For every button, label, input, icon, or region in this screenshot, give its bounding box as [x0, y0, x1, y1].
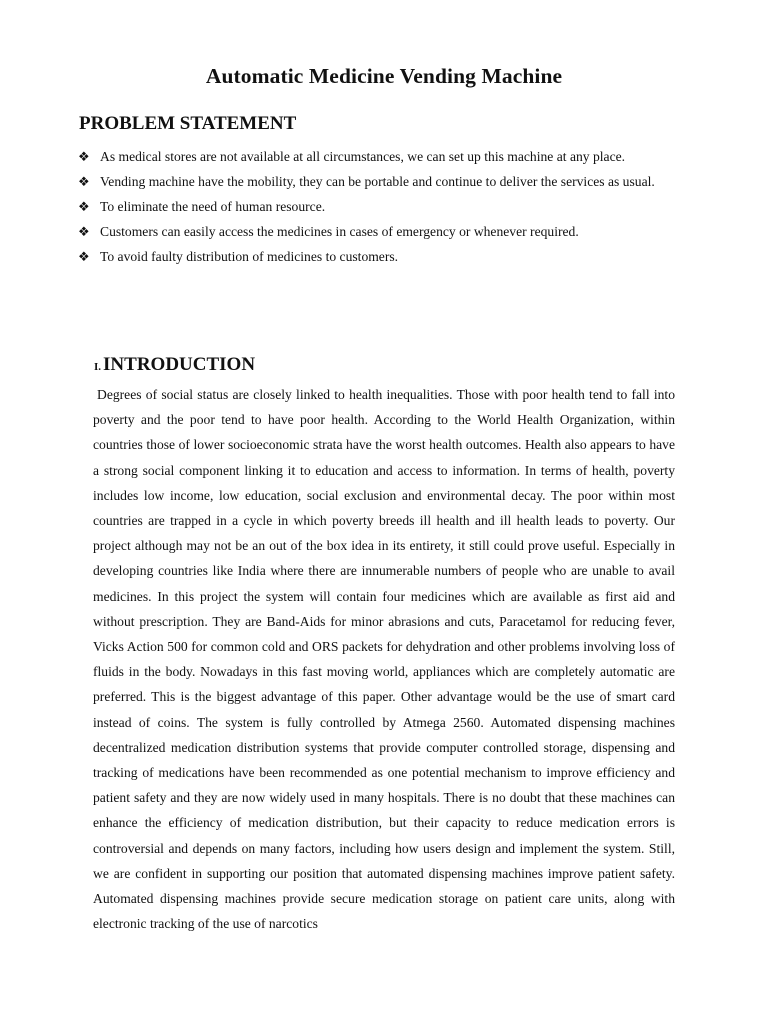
list-item	[78, 219, 688, 244]
document-title: Automatic Medicine Vending Machine	[205, 64, 563, 88]
list-item-text: Vending machine have the mobility, they can be portable and continue to deliver the services as usual.	[100, 174, 655, 189]
diamond-bullet-icon: ❖	[78, 174, 90, 189]
list-item-text: To eliminate the need of human resource.	[100, 199, 326, 214]
introduction-body: Degrees of social status are closely linked to health inequalities. Those with poor health tend to fall into poverty and the poor tend to have poor health. According to the World Health Organization, within countries those of lower socioeconomic strata have the worst health outcomes. Health also appears to have a strong social component linking it to education and access to information. In terms of health, poverty includes low income, low education, social exclusion and environmental decay. The poor within most countries are trapped in a cycle in which poverty breeds ill health and ill health leads to poverty. Our project although may not be an out of the box idea in its entirety, it still could prove useful. Especially in developing countries like India where there are innumerable numbers of people who are unable to avail medicines. In this project the system will contain four medicines which are available as first aid and without prescription. They are Band-Aids for minor abrasions and cuts, Paracetamol for reducing fever, Vicks Action 500 for common cold and ORS packets for dehydration and other problems involving loss of fluids in the body. Nowadays in this fast moving world, appliances which are completely automatic are preferred. This is the biggest advantage of this paper. Other advantage would be the use of smart card instead of coins. The system is fully controlled by Atmega 2560. Automated dispensing machines decentralized medication distribution systems that provide computer controlled storage, dispensing and tracking of medications have been recommended as one potential mechanism to improve efficiency and patient safety and they are now widely used in many hospitals. There is no doubt that these machines can enhance the efficiency of medication distribution, but their capacity to reduce medication errors is controversial and depends on many factors, including how users design and implement the system. Still, we are confident in supporting our position that automated dispensing machines improve patient safety. Automated dispensing machines provide secure medication storage on patient care units, along with electronic tracking of the use of narcotics	[93, 387, 675, 932]
list-item-text: Customers can easily access the medicines in cases of emergency or whenever required.	[100, 224, 579, 239]
problem-statement-heading: PROBLEM STATEMENT	[79, 113, 297, 134]
list-item	[78, 169, 688, 194]
diamond-bullet-icon: ❖	[78, 249, 90, 264]
section-title: INTRODUCTION	[103, 354, 256, 375]
diamond-bullet-icon: ❖	[78, 199, 90, 214]
list-item	[78, 144, 688, 169]
list-item-text: As medical stores are not available at all circumstances, we can set up this machine at any place.	[100, 149, 626, 164]
list-item	[78, 194, 688, 219]
problem-statement-list	[78, 144, 688, 269]
introduction-heading	[94, 350, 255, 377]
section-number: I.	[94, 361, 102, 373]
diamond-bullet-icon: ❖	[78, 224, 90, 239]
list-item-text: To avoid faulty distribution of medicines to customers.	[100, 249, 399, 264]
diamond-bullet-icon: ❖	[78, 149, 90, 164]
list-item	[78, 244, 688, 269]
